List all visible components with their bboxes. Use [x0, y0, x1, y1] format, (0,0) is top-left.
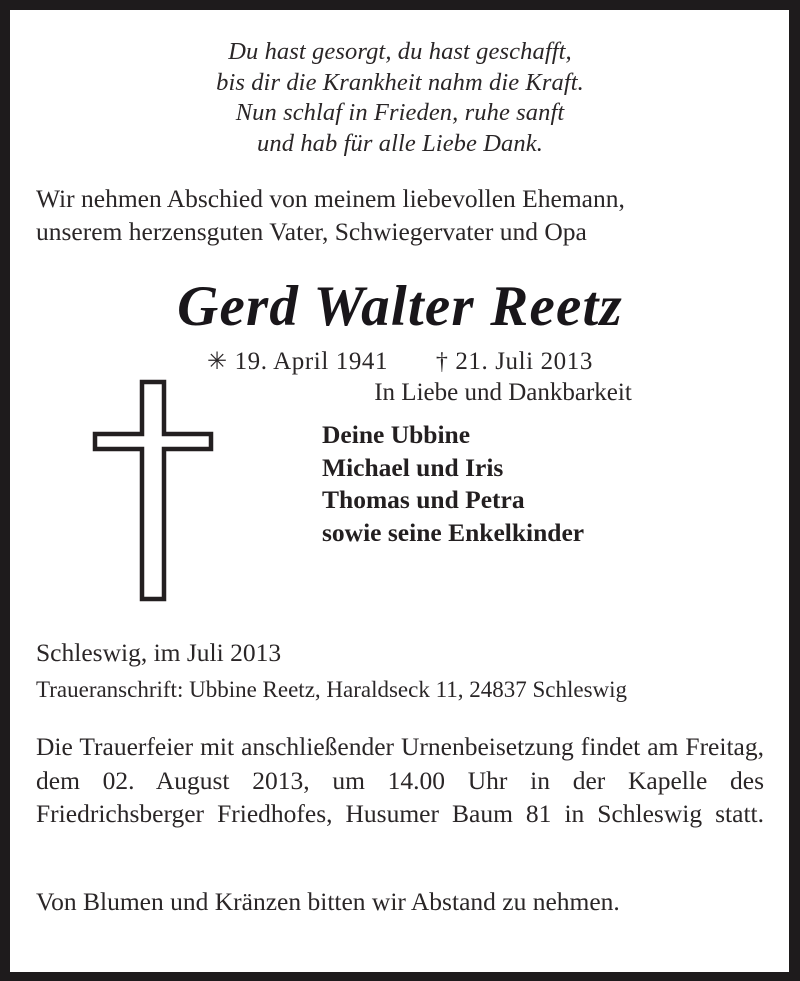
verse-line-3: Nun schlaf in Frieden, ruhe sanft	[235, 99, 565, 126]
farewell-lead	[36, 159, 764, 248]
mourning-address: Traueranschrift: Ubbine Reetz, Haraldseck 11, 24837 Schleswig	[36, 677, 628, 702]
memorial-verse	[36, 10, 764, 159]
farewell-lead-line-2: unserem herzensguten Vater, Schwiegervater und Opa	[36, 217, 587, 246]
deceased-name: Gerd Walter Reetz	[177, 275, 623, 338]
birth-star-icon: ✳	[207, 349, 228, 375]
latin-cross-icon	[84, 377, 224, 607]
list-item: Michael und Iris	[322, 452, 504, 482]
notice-sheet	[10, 10, 789, 972]
birth-date: 19. April 1941	[234, 348, 389, 375]
verse-line-2: bis dir die Krankheit nahm die Kraft.	[216, 68, 584, 96]
tribute-block	[293, 377, 713, 549]
notice-content	[10, 10, 789, 972]
verse-line-1: Du hast gesorgt, du hast geschafft,	[228, 38, 572, 65]
farewell-lead-line-1: Wir nehmen Abschied von meinem liebevollen Ehemann,	[36, 184, 625, 213]
death-date: 21. Juli 2013	[455, 348, 593, 375]
tribute-heading: In Liebe und Dankbarkeit	[374, 379, 632, 406]
list-item: Thomas und Petra	[322, 485, 525, 514]
cross-and-tribute-row	[36, 377, 764, 633]
ceremony-details: Die Trauerfeier mit anschließender Urnenbeisetzung findet am Freitag, dem 02. August 2013, um 14.00 Uhr in der Kapelle des Friedrichsberger Friedhofes, Husumer Baum 81 in Schleswig statt.	[36, 732, 764, 828]
verse-line-4: und hab für alle Liebe Dank.	[257, 129, 543, 157]
flowers-note: Von Blumen und Kränzen bitten wir Abstand zu nehmen.	[36, 887, 620, 916]
death-cross-icon: †	[435, 349, 449, 375]
life-dates	[36, 338, 764, 377]
tribute-name-list	[293, 419, 713, 549]
place-and-date: Schleswig, im Juli 2013	[36, 638, 282, 667]
list-item: sowie seine Enkelkinder	[322, 517, 585, 547]
list-item: Deine Ubbine	[322, 420, 471, 449]
